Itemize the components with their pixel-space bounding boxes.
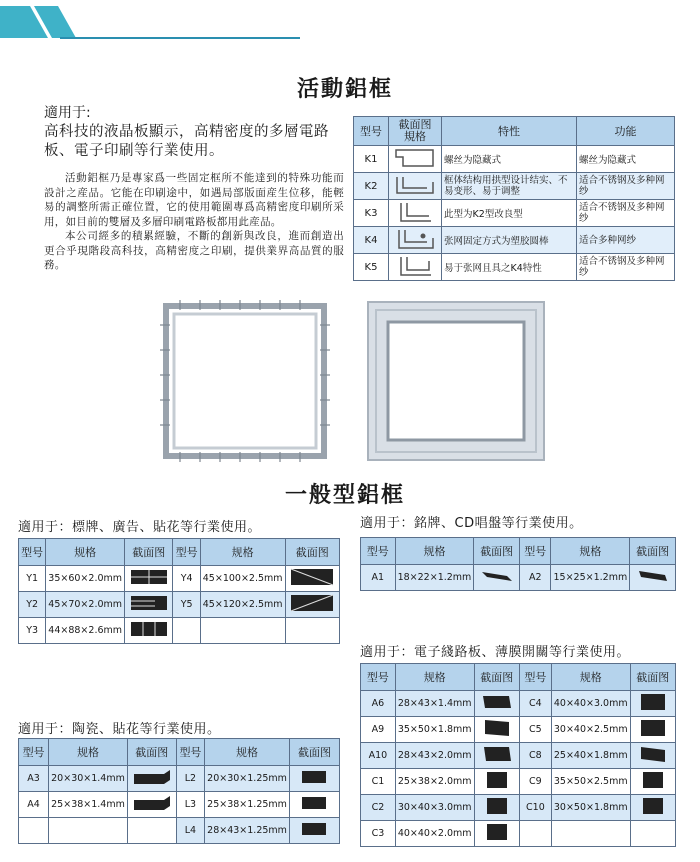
cell-model: C9 <box>519 769 551 795</box>
profile-icon <box>474 743 519 769</box>
k2-profile-icon <box>389 173 442 200</box>
cell-model: K2 <box>354 173 389 200</box>
group1-label: 適用于：標牌、廣告、貼花等行業使用。 <box>18 520 262 535</box>
table-row <box>354 173 675 200</box>
profile-icon <box>474 565 520 591</box>
k3-profile-icon <box>389 200 442 227</box>
table-row <box>361 743 676 769</box>
table-row <box>361 795 676 821</box>
col-section: 截面图 規格 <box>389 117 442 146</box>
cell-model: C1 <box>361 769 396 795</box>
table-row <box>19 566 340 592</box>
cell-feature: 框体结构用拱型设计结实、不易变形、易于调整 <box>442 173 577 200</box>
col-function: 功能 <box>577 117 675 146</box>
col-spec: 规格 <box>551 538 630 565</box>
cell-model: C8 <box>519 743 551 769</box>
fixed-frame-photo <box>366 300 546 462</box>
cell-model: K1 <box>354 146 389 173</box>
profile-icon <box>289 792 339 818</box>
movable-frame-photo <box>160 300 330 462</box>
cell-spec: 28×43×1.25mm <box>205 818 290 844</box>
col-spec: 规格 <box>49 739 128 766</box>
col-spec: 规格 <box>395 664 474 691</box>
profile-icon <box>474 795 519 821</box>
cell-spec: 20×30×1.25mm <box>205 766 290 792</box>
cell-model: L4 <box>176 818 204 844</box>
profile-icon <box>630 769 675 795</box>
empty-cell <box>127 818 176 844</box>
col-section: 截面图 <box>289 739 339 766</box>
cell-model: L3 <box>176 792 204 818</box>
cell-spec: 44×88×2.6mm <box>46 618 125 644</box>
applies-label: 適用于: <box>44 105 91 121</box>
cell-model: Y3 <box>19 618 46 644</box>
col-section: 截面图 <box>127 739 176 766</box>
cell-spec: 35×60×2.0mm <box>46 566 125 592</box>
table-row <box>354 254 675 281</box>
intro-para-2: 本公司經多的積累經驗，不斷的創新與改良，進而創造出更合乎現階段高科技，高精密度之印刷，提供業界高品質的服務。 <box>44 230 344 271</box>
col-spec: 规格 <box>551 664 630 691</box>
cell-spec: 45×120×2.5mm <box>200 592 285 618</box>
profile-icon <box>125 566 173 592</box>
cell-model: A10 <box>361 743 396 769</box>
cell-model: A3 <box>19 766 49 792</box>
col-feature: 特性 <box>442 117 577 146</box>
cell-model: Y5 <box>173 592 200 618</box>
col-model: 型号 <box>361 538 396 565</box>
section2-title: 一般型鋁框 <box>284 483 405 508</box>
col-model: 型号 <box>361 664 396 691</box>
col-model: 型号 <box>354 117 389 146</box>
header-band <box>0 0 700 42</box>
cell-feature: 张网固定方式为塑胶圆棒 <box>442 227 577 254</box>
cell-spec: 28×43×1.4mm <box>395 691 474 717</box>
col-model: 型号 <box>173 539 200 566</box>
cell-model: K5 <box>354 254 389 281</box>
cell-spec: 30×40×2.5mm <box>551 717 630 743</box>
profile-icon <box>289 766 339 792</box>
cell-spec: 28×43×2.0mm <box>395 743 474 769</box>
col-section: 截面图 <box>630 538 676 565</box>
cell-function: 适合不锈钢及多种网纱 <box>577 254 675 281</box>
cell-function: 适合多种网纱 <box>577 227 675 254</box>
cell-model: K4 <box>354 227 389 254</box>
applies-text: 高科技的液晶板顯示，高精密度的多層電路板、電子印刷等行業使用。 <box>44 124 329 159</box>
cell-spec: 35×50×2.5mm <box>551 769 630 795</box>
cell-model: A6 <box>361 691 396 717</box>
col-spec: 规格 <box>200 539 285 566</box>
empty-cell <box>630 821 675 847</box>
group1-table <box>18 538 340 644</box>
cell-function: 适合不锈钢及多种网纱 <box>577 173 675 200</box>
group3-table <box>18 738 340 844</box>
cell-model <box>19 818 49 844</box>
col-model: 型号 <box>176 739 204 766</box>
col-model: 型号 <box>19 539 46 566</box>
cell-spec: 25×38×1.25mm <box>205 792 290 818</box>
profile-icon <box>630 565 676 591</box>
cell-spec <box>200 618 285 644</box>
table-row <box>19 592 340 618</box>
group4-table <box>360 663 676 847</box>
empty-cell <box>285 618 339 644</box>
movable-frame-table <box>353 116 675 281</box>
intro-block <box>44 102 344 273</box>
cell-model: L2 <box>176 766 204 792</box>
table-row <box>19 766 340 792</box>
cell-model <box>519 821 551 847</box>
col-section: 截面图 <box>474 664 519 691</box>
cell-function: 适合不锈钢及多种网纱 <box>577 200 675 227</box>
col-section: 截面图 <box>630 664 675 691</box>
profile-icon <box>474 691 519 717</box>
profile-icon <box>125 592 173 618</box>
col-spec: 规格 <box>395 538 474 565</box>
profile-icon <box>285 566 339 592</box>
cell-model: C10 <box>519 795 551 821</box>
profile-icon <box>630 795 675 821</box>
cell-model: C5 <box>519 717 551 743</box>
cell-spec: 25×38×1.4mm <box>49 792 128 818</box>
group2-label: 適用于：銘牌、CD唱盤等行業使用。 <box>360 516 583 531</box>
cell-spec: 25×40×1.8mm <box>551 743 630 769</box>
cell-spec: 15×25×1.2mm <box>551 565 630 591</box>
col-model: 型号 <box>19 739 49 766</box>
cell-spec: 30×40×3.0mm <box>395 795 474 821</box>
cell-function: 螺丝为隐藏式 <box>577 146 675 173</box>
table-row <box>361 717 676 743</box>
profile-icon <box>127 792 176 818</box>
cell-model <box>173 618 200 644</box>
cell-spec: 45×70×2.0mm <box>46 592 125 618</box>
cell-model: C3 <box>361 821 396 847</box>
k4-profile-icon <box>389 227 442 254</box>
cell-model: Y1 <box>19 566 46 592</box>
k1-profile-icon <box>389 146 442 173</box>
col-section: 截面图 <box>125 539 173 566</box>
cell-spec: 25×38×2.0mm <box>395 769 474 795</box>
profile-icon <box>285 592 339 618</box>
cell-feature: 螺丝为隐藏式 <box>442 146 577 173</box>
cell-spec <box>49 818 128 844</box>
cell-model: A9 <box>361 717 396 743</box>
group4-label: 適用于：電子綫路板、薄膜開關等行業使用。 <box>360 645 631 660</box>
col-model: 型号 <box>519 664 551 691</box>
cell-model: A2 <box>520 565 551 591</box>
table-row <box>19 618 340 644</box>
cell-spec <box>551 821 630 847</box>
profile-icon <box>289 818 339 844</box>
col-spec: 规格 <box>46 539 125 566</box>
cell-spec: 45×100×2.5mm <box>200 566 285 592</box>
profile-icon <box>125 618 173 644</box>
profile-icon <box>474 821 519 847</box>
col-spec: 规格 <box>205 739 290 766</box>
profile-icon <box>474 769 519 795</box>
k5-profile-icon <box>389 254 442 281</box>
profile-icon <box>630 743 675 769</box>
cell-model: A4 <box>19 792 49 818</box>
cell-model: Y4 <box>173 566 200 592</box>
cell-spec: 35×50×1.8mm <box>395 717 474 743</box>
cell-model: K3 <box>354 200 389 227</box>
cell-spec: 18×22×1.2mm <box>395 565 474 591</box>
profile-icon <box>127 766 176 792</box>
cell-spec: 40×40×2.0mm <box>395 821 474 847</box>
cell-feature: 此型为K2型改良型 <box>442 200 577 227</box>
table-row <box>361 821 676 847</box>
table-row <box>361 565 676 591</box>
cell-spec: 20×30×1.4mm <box>49 766 128 792</box>
table-row <box>361 691 676 717</box>
group2-table <box>360 537 676 591</box>
table-row <box>354 200 675 227</box>
cell-model: A1 <box>361 565 396 591</box>
cell-feature: 易于张网且具之K4特性 <box>442 254 577 281</box>
table-row <box>354 146 675 173</box>
cell-spec: 40×40×3.0mm <box>551 691 630 717</box>
cell-model: C4 <box>519 691 551 717</box>
col-model: 型号 <box>520 538 551 565</box>
cell-model: C2 <box>361 795 396 821</box>
profile-icon <box>474 717 519 743</box>
profile-icon <box>630 717 675 743</box>
col-section: 截面图 <box>285 539 339 566</box>
col-section: 截面图 <box>474 538 520 565</box>
section1-title: 活動鋁框 <box>296 77 393 102</box>
table-row <box>19 792 340 818</box>
group3-label: 適用于：陶瓷、貼花等行業使用。 <box>18 722 221 737</box>
table-row <box>361 769 676 795</box>
intro-para-1: 活動鋁框乃是專家爲一些固定框所不能達到的特殊功能而設計之産品。它能在印刷途中，如遇局部版面産生位移，能輕易的調整所需正確位置，它的使用範圍專爲高精密度印刷所采用，如目前的雙層及多層印刷電路板都用此産品。 <box>44 172 344 228</box>
table-row <box>354 227 675 254</box>
profile-icon <box>630 691 675 717</box>
table-row <box>19 818 340 844</box>
cell-model: Y2 <box>19 592 46 618</box>
cell-spec: 30×50×1.8mm <box>551 795 630 821</box>
